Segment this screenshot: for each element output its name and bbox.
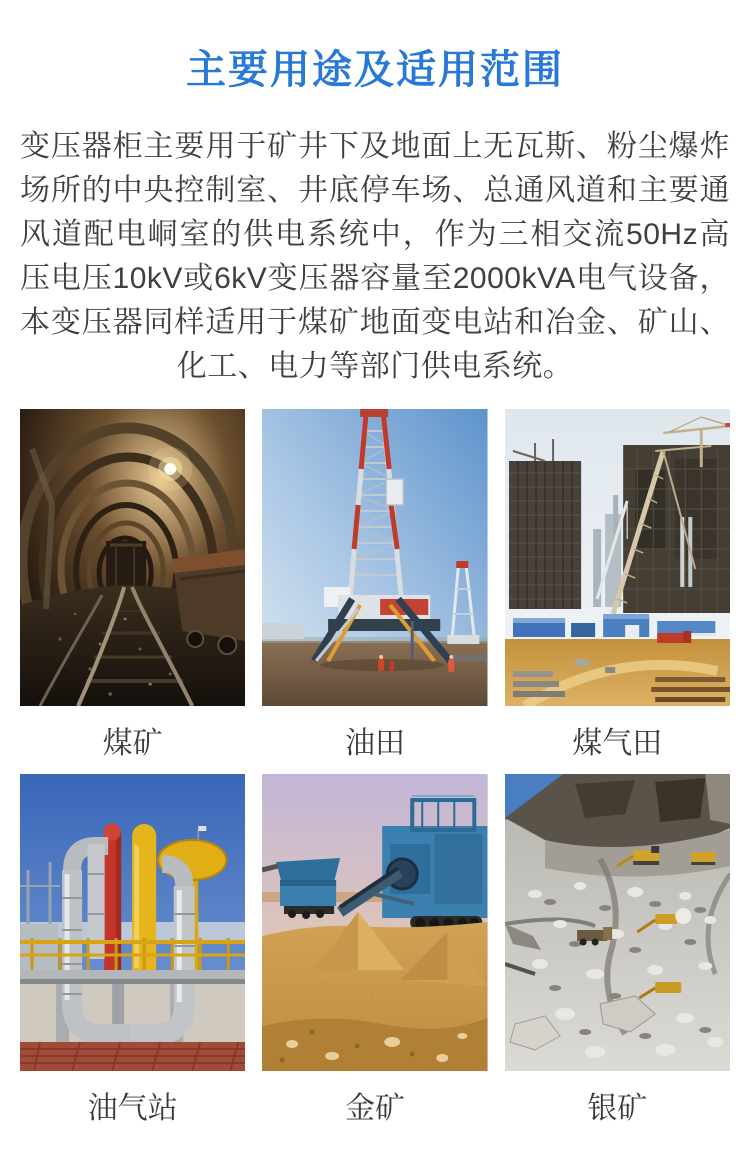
pipeline-station-illustration xyxy=(20,774,245,1071)
intro-paragraph: 变压器柜主要用于矿井下及地面上无瓦斯、粉尘爆炸场所的中央控制室、井底停车场、总通风道和主要通风道配电峒室的供电系统中，作为三相交流50Hz高压电压10kV或6kV变压器容量至2000kVA电气设备，本变压器同样适用于煤矿地面变电站和冶金、矿山、化工、电力等部门供电系统。 xyxy=(20,130,730,383)
gold-mine-crusher-illustration xyxy=(262,774,487,1071)
gallery-caption: 金矿 xyxy=(344,1092,405,1125)
coal-gas-field-image xyxy=(505,409,730,706)
silver-mine-quarry-illustration xyxy=(505,774,730,1071)
gallery-item xyxy=(20,774,245,1139)
silver-mine-image xyxy=(505,774,730,1071)
gallery-caption: 油田 xyxy=(344,727,405,760)
gallery-caption: 油气站 xyxy=(87,1092,178,1125)
gallery-caption: 煤矿 xyxy=(102,727,163,760)
construction-site-illustration xyxy=(505,409,730,706)
gallery-caption: 煤气田 xyxy=(572,727,663,760)
gallery-item xyxy=(505,409,730,774)
use-case-gallery xyxy=(20,409,730,1139)
section-title: 主要用途及适用范围 xyxy=(186,48,564,92)
gallery-item xyxy=(262,409,487,774)
oil-field-rig-illustration xyxy=(262,409,487,706)
gallery-item xyxy=(262,774,487,1139)
oil-field-image xyxy=(262,409,487,706)
coal-mine-tunnel-illustration xyxy=(20,409,245,706)
gallery-item xyxy=(20,409,245,774)
coal-mine-image xyxy=(20,409,245,706)
gallery-caption: 银矿 xyxy=(587,1092,648,1125)
gallery-item xyxy=(505,774,730,1139)
gold-mine-image xyxy=(262,774,487,1071)
oil-gas-station-image xyxy=(20,774,245,1071)
